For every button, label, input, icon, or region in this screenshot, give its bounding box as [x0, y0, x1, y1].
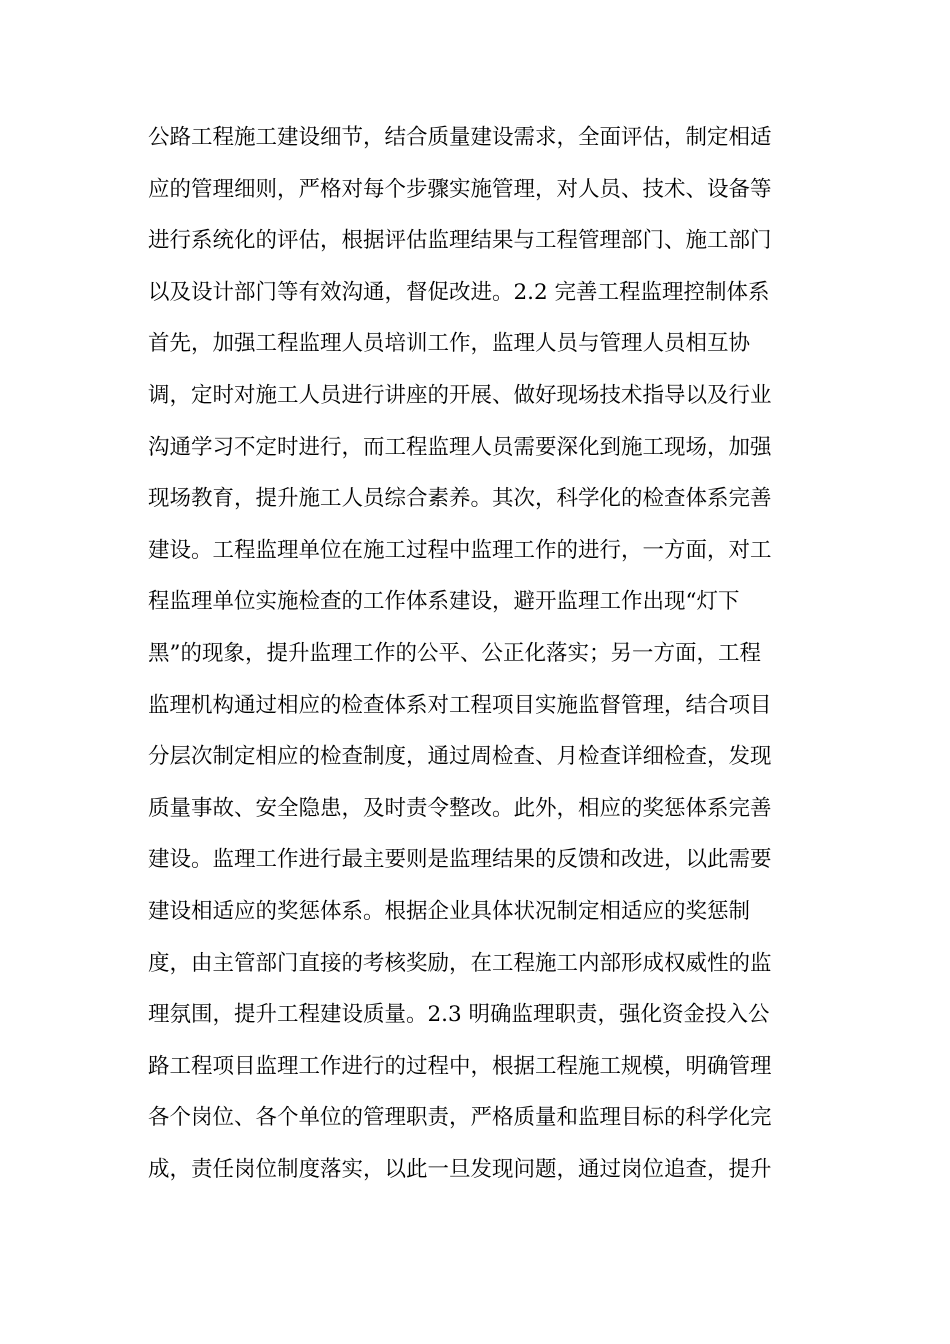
text-line: 监理机构通过相应的检查体系对工程项目实施监督管理，结合项目 [148, 692, 772, 718]
text-line: 路工程项目监理工作进行的过程中，根据工程施工规模，明确管理 [148, 1053, 772, 1079]
text-line: 黑”的现象，提升监理工作的公平、公正化落实；另一方面，工程 [148, 640, 761, 666]
text-line: 公路工程施工建设细节，结合质量建设需求，全面评估，制定相适 [148, 125, 772, 150]
body-text [148, 116, 808, 1199]
text-line: 应的管理细则，严格对每个步骤实施管理，对人员、技术、设备等 [148, 176, 772, 202]
text-line: 质量事故、安全隐患，及时责令整改。此外，相应的奖惩体系完善 [148, 795, 772, 821]
text-line: 建设相适应的奖惩体系。根据企业具体状况制定相适应的奖惩制 [148, 898, 751, 924]
text-line: 成，责任岗位制度落实，以此一旦发现问题，通过岗位追查，提升 [148, 1156, 772, 1182]
text-line: 进行系统化的评估，根据评估监理结果与工程管理部门、施工部门 [148, 228, 772, 254]
text-line: 各个岗位、各个单位的管理职责，严格质量和监理目标的科学化完 [148, 1105, 772, 1131]
text-line: 理氛围，提升工程建设质量。2.3 明确监理职责，强化资金投入公 [148, 1002, 770, 1028]
text-line: 现场教育，提升施工人员综合素养。其次，科学化的检查体系完善 [148, 486, 772, 512]
text-line: 建设。工程监理单位在施工过程中监理工作的进行，一方面，对工 [148, 537, 772, 563]
text-line: 度，由主管部门直接的考核奖励，在工程施工内部形成权威性的监 [148, 950, 772, 976]
text-line: 分层次制定相应的检查制度，通过周检查、月检查详细检查，发现 [148, 744, 772, 770]
text-line: 程监理单位实施检查的工作体系建设，避开监理工作出现“灯下 [148, 589, 740, 615]
text-line: 建设。监理工作进行最主要则是监理结果的反馈和改进，以此需要 [148, 847, 772, 873]
text-line: 沟通学习不定时进行，而工程监理人员需要深化到施工现场，加强 [148, 434, 772, 460]
text-line: 以及设计部门等有效沟通，督促改进。2.2 完善工程监理控制体系 [148, 279, 770, 305]
text-line: 调，定时对施工人员进行讲座的开展、做好现场技术指导以及行业 [148, 382, 772, 408]
text-line: 首先，加强工程监理人员培训工作，监理人员与管理人员相互协 [148, 331, 751, 357]
